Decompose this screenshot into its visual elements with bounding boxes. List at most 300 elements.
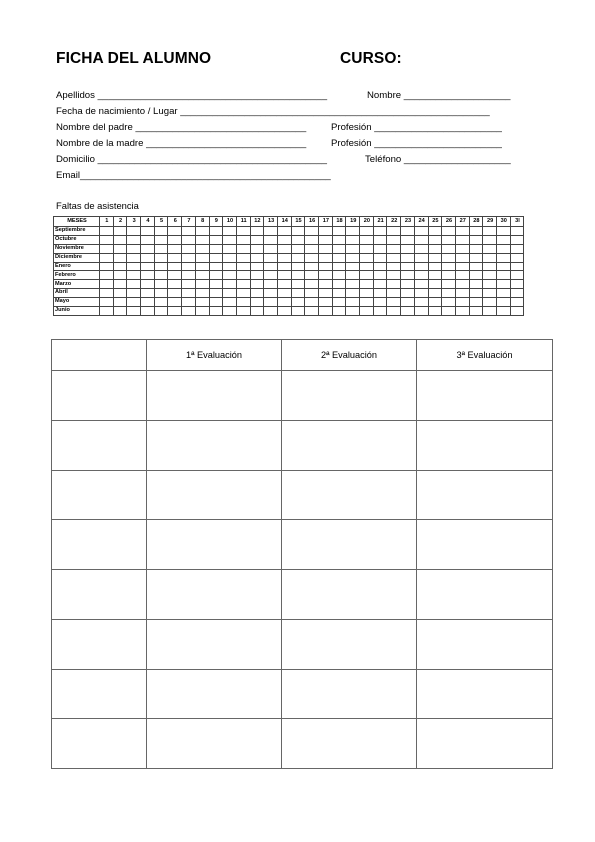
attendance-cell[interactable]	[360, 253, 374, 262]
evaluation-grade-cell[interactable]	[282, 669, 417, 719]
attendance-cell[interactable]	[428, 262, 442, 271]
attendance-cell[interactable]	[346, 235, 360, 244]
attendance-cell[interactable]	[387, 253, 401, 262]
attendance-cell[interactable]	[100, 307, 114, 316]
mother-profession-field[interactable]: Profesión ________________________	[331, 138, 503, 149]
attendance-cell[interactable]	[387, 235, 401, 244]
attendance-cell[interactable]	[182, 280, 196, 289]
attendance-cell[interactable]	[182, 289, 196, 298]
attendance-cell[interactable]	[496, 227, 510, 236]
attendance-cell[interactable]	[154, 280, 168, 289]
attendance-cell[interactable]	[442, 235, 456, 244]
evaluation-grade-cell[interactable]	[417, 669, 553, 719]
attendance-cell[interactable]	[113, 280, 127, 289]
attendance-cell[interactable]	[195, 307, 209, 316]
attendance-cell[interactable]	[455, 280, 469, 289]
attendance-cell[interactable]	[141, 307, 155, 316]
attendance-cell[interactable]	[209, 262, 223, 271]
attendance-cell[interactable]	[442, 271, 456, 280]
attendance-cell[interactable]	[332, 262, 346, 271]
mother-name-field[interactable]: Nombre de la madre ______________________________	[56, 138, 307, 149]
attendance-cell[interactable]	[168, 298, 182, 307]
attendance-cell[interactable]	[360, 307, 374, 316]
attendance-cell[interactable]	[223, 307, 237, 316]
attendance-cell[interactable]	[264, 227, 278, 236]
attendance-cell[interactable]	[387, 271, 401, 280]
attendance-cell[interactable]	[291, 307, 305, 316]
attendance-cell[interactable]	[483, 244, 497, 253]
phone-field[interactable]: Teléfono ____________________	[365, 154, 511, 165]
attendance-cell[interactable]	[195, 298, 209, 307]
attendance-cell[interactable]	[496, 253, 510, 262]
attendance-cell[interactable]	[483, 253, 497, 262]
attendance-cell[interactable]	[346, 253, 360, 262]
attendance-cell[interactable]	[401, 280, 415, 289]
father-name-field[interactable]: Nombre del padre ________________________________	[56, 122, 307, 133]
evaluation-grade-cell[interactable]	[147, 371, 282, 421]
attendance-cell[interactable]	[305, 307, 319, 316]
attendance-cell[interactable]	[319, 262, 333, 271]
evaluation-grade-cell[interactable]	[417, 619, 553, 669]
attendance-cell[interactable]	[113, 289, 127, 298]
attendance-cell[interactable]	[100, 227, 114, 236]
attendance-cell[interactable]	[414, 280, 428, 289]
attendance-cell[interactable]	[414, 253, 428, 262]
attendance-cell[interactable]	[182, 298, 196, 307]
attendance-cell[interactable]	[332, 227, 346, 236]
attendance-cell[interactable]	[455, 227, 469, 236]
attendance-cell[interactable]	[346, 244, 360, 253]
attendance-cell[interactable]	[469, 280, 483, 289]
attendance-cell[interactable]	[154, 253, 168, 262]
attendance-cell[interactable]	[332, 298, 346, 307]
attendance-cell[interactable]	[414, 244, 428, 253]
evaluation-grade-cell[interactable]	[417, 719, 553, 769]
evaluation-grade-cell[interactable]	[282, 371, 417, 421]
attendance-cell[interactable]	[414, 298, 428, 307]
attendance-cell[interactable]	[414, 307, 428, 316]
attendance-cell[interactable]	[264, 244, 278, 253]
attendance-cell[interactable]	[401, 271, 415, 280]
attendance-cell[interactable]	[127, 262, 141, 271]
attendance-cell[interactable]	[223, 235, 237, 244]
attendance-cell[interactable]	[387, 244, 401, 253]
attendance-cell[interactable]	[496, 298, 510, 307]
attendance-cell[interactable]	[401, 244, 415, 253]
attendance-cell[interactable]	[209, 280, 223, 289]
evaluation-subject-cell[interactable]	[52, 570, 147, 620]
attendance-cell[interactable]	[373, 253, 387, 262]
attendance-cell[interactable]	[236, 307, 250, 316]
attendance-cell[interactable]	[346, 289, 360, 298]
attendance-cell[interactable]	[305, 271, 319, 280]
attendance-cell[interactable]	[100, 253, 114, 262]
attendance-cell[interactable]	[469, 235, 483, 244]
attendance-cell[interactable]	[100, 298, 114, 307]
attendance-cell[interactable]	[346, 227, 360, 236]
attendance-cell[interactable]	[250, 244, 264, 253]
attendance-cell[interactable]	[182, 262, 196, 271]
attendance-cell[interactable]	[236, 235, 250, 244]
attendance-cell[interactable]	[332, 280, 346, 289]
attendance-cell[interactable]	[236, 280, 250, 289]
attendance-cell[interactable]	[100, 262, 114, 271]
attendance-cell[interactable]	[264, 307, 278, 316]
attendance-cell[interactable]	[168, 280, 182, 289]
evaluation-grade-cell[interactable]	[282, 420, 417, 470]
attendance-cell[interactable]	[291, 244, 305, 253]
attendance-cell[interactable]	[319, 289, 333, 298]
attendance-cell[interactable]	[141, 253, 155, 262]
attendance-cell[interactable]	[360, 227, 374, 236]
attendance-cell[interactable]	[209, 298, 223, 307]
attendance-cell[interactable]	[195, 227, 209, 236]
attendance-cell[interactable]	[496, 307, 510, 316]
evaluation-subject-cell[interactable]	[52, 470, 147, 520]
attendance-cell[interactable]	[442, 253, 456, 262]
attendance-cell[interactable]	[168, 262, 182, 271]
father-profession-field[interactable]: Profesión ________________________	[331, 122, 503, 133]
email-field[interactable]: Email_______________________________________________	[56, 170, 331, 181]
attendance-cell[interactable]	[168, 307, 182, 316]
attendance-cell[interactable]	[305, 227, 319, 236]
attendance-cell[interactable]	[373, 289, 387, 298]
attendance-cell[interactable]	[223, 298, 237, 307]
attendance-cell[interactable]	[264, 235, 278, 244]
attendance-cell[interactable]	[127, 227, 141, 236]
evaluation-grade-cell[interactable]	[282, 619, 417, 669]
attendance-cell[interactable]	[127, 289, 141, 298]
surname-field[interactable]: Apellidos ___________________________________________	[56, 90, 328, 101]
evaluation-subject-cell[interactable]	[52, 669, 147, 719]
attendance-cell[interactable]	[291, 235, 305, 244]
attendance-cell[interactable]	[168, 253, 182, 262]
attendance-cell[interactable]	[154, 227, 168, 236]
attendance-cell[interactable]	[319, 253, 333, 262]
attendance-cell[interactable]	[236, 271, 250, 280]
name-field[interactable]: Nombre ____________________	[367, 90, 511, 101]
attendance-cell[interactable]	[141, 271, 155, 280]
attendance-cell[interactable]	[113, 235, 127, 244]
attendance-cell[interactable]	[373, 244, 387, 253]
attendance-cell[interactable]	[373, 271, 387, 280]
attendance-cell[interactable]	[469, 227, 483, 236]
attendance-cell[interactable]	[277, 235, 291, 244]
attendance-cell[interactable]	[401, 289, 415, 298]
attendance-cell[interactable]	[442, 227, 456, 236]
attendance-cell[interactable]	[182, 244, 196, 253]
attendance-cell[interactable]	[236, 298, 250, 307]
attendance-cell[interactable]	[113, 298, 127, 307]
attendance-cell[interactable]	[209, 235, 223, 244]
evaluation-subject-cell[interactable]	[52, 719, 147, 769]
attendance-cell[interactable]	[182, 271, 196, 280]
attendance-cell[interactable]	[264, 298, 278, 307]
attendance-cell[interactable]	[291, 289, 305, 298]
attendance-cell[interactable]	[455, 253, 469, 262]
attendance-cell[interactable]	[209, 253, 223, 262]
attendance-cell[interactable]	[455, 289, 469, 298]
attendance-cell[interactable]	[332, 271, 346, 280]
attendance-cell[interactable]	[510, 244, 524, 253]
attendance-cell[interactable]	[319, 244, 333, 253]
attendance-cell[interactable]	[100, 289, 114, 298]
attendance-cell[interactable]	[113, 307, 127, 316]
attendance-cell[interactable]	[127, 298, 141, 307]
attendance-cell[interactable]	[442, 262, 456, 271]
attendance-cell[interactable]	[195, 235, 209, 244]
evaluation-subject-cell[interactable]	[52, 420, 147, 470]
attendance-cell[interactable]	[483, 227, 497, 236]
attendance-cell[interactable]	[428, 244, 442, 253]
attendance-cell[interactable]	[414, 271, 428, 280]
attendance-cell[interactable]	[127, 271, 141, 280]
attendance-cell[interactable]	[360, 244, 374, 253]
attendance-cell[interactable]	[168, 244, 182, 253]
attendance-cell[interactable]	[496, 280, 510, 289]
attendance-cell[interactable]	[483, 289, 497, 298]
evaluation-grade-cell[interactable]	[417, 570, 553, 620]
attendance-cell[interactable]	[469, 298, 483, 307]
attendance-cell[interactable]	[428, 298, 442, 307]
evaluation-grade-cell[interactable]	[417, 371, 553, 421]
attendance-cell[interactable]	[442, 244, 456, 253]
attendance-cell[interactable]	[195, 280, 209, 289]
evaluation-grade-cell[interactable]	[282, 570, 417, 620]
attendance-cell[interactable]	[360, 235, 374, 244]
attendance-cell[interactable]	[428, 235, 442, 244]
attendance-cell[interactable]	[510, 298, 524, 307]
attendance-cell[interactable]	[277, 227, 291, 236]
attendance-cell[interactable]	[305, 262, 319, 271]
attendance-cell[interactable]	[250, 280, 264, 289]
attendance-cell[interactable]	[277, 298, 291, 307]
attendance-cell[interactable]	[360, 289, 374, 298]
attendance-cell[interactable]	[113, 253, 127, 262]
attendance-cell[interactable]	[428, 280, 442, 289]
attendance-cell[interactable]	[236, 289, 250, 298]
attendance-cell[interactable]	[319, 235, 333, 244]
attendance-cell[interactable]	[100, 271, 114, 280]
attendance-cell[interactable]	[319, 298, 333, 307]
evaluation-grade-cell[interactable]	[417, 420, 553, 470]
attendance-cell[interactable]	[305, 289, 319, 298]
attendance-cell[interactable]	[277, 253, 291, 262]
attendance-cell[interactable]	[236, 253, 250, 262]
attendance-cell[interactable]	[360, 271, 374, 280]
evaluation-subject-cell[interactable]	[52, 371, 147, 421]
attendance-cell[interactable]	[469, 262, 483, 271]
attendance-cell[interactable]	[141, 244, 155, 253]
attendance-cell[interactable]	[141, 235, 155, 244]
attendance-cell[interactable]	[305, 280, 319, 289]
attendance-cell[interactable]	[373, 262, 387, 271]
attendance-cell[interactable]	[250, 262, 264, 271]
attendance-cell[interactable]	[332, 307, 346, 316]
attendance-cell[interactable]	[469, 244, 483, 253]
attendance-cell[interactable]	[332, 244, 346, 253]
attendance-cell[interactable]	[428, 289, 442, 298]
attendance-cell[interactable]	[455, 271, 469, 280]
attendance-cell[interactable]	[442, 298, 456, 307]
attendance-cell[interactable]	[250, 227, 264, 236]
attendance-cell[interactable]	[277, 289, 291, 298]
attendance-cell[interactable]	[141, 280, 155, 289]
attendance-cell[interactable]	[332, 289, 346, 298]
evaluation-grade-cell[interactable]	[147, 669, 282, 719]
attendance-cell[interactable]	[414, 227, 428, 236]
attendance-cell[interactable]	[291, 253, 305, 262]
attendance-cell[interactable]	[469, 253, 483, 262]
attendance-cell[interactable]	[496, 289, 510, 298]
attendance-cell[interactable]	[346, 307, 360, 316]
attendance-cell[interactable]	[182, 253, 196, 262]
attendance-cell[interactable]	[483, 280, 497, 289]
attendance-cell[interactable]	[277, 280, 291, 289]
attendance-cell[interactable]	[305, 253, 319, 262]
attendance-cell[interactable]	[195, 289, 209, 298]
attendance-cell[interactable]	[387, 280, 401, 289]
attendance-cell[interactable]	[291, 227, 305, 236]
attendance-cell[interactable]	[428, 253, 442, 262]
attendance-cell[interactable]	[250, 271, 264, 280]
attendance-cell[interactable]	[483, 307, 497, 316]
attendance-cell[interactable]	[346, 271, 360, 280]
attendance-cell[interactable]	[154, 289, 168, 298]
attendance-cell[interactable]	[182, 235, 196, 244]
attendance-cell[interactable]	[113, 271, 127, 280]
attendance-cell[interactable]	[141, 227, 155, 236]
attendance-cell[interactable]	[291, 271, 305, 280]
evaluation-grade-cell[interactable]	[282, 470, 417, 520]
attendance-cell[interactable]	[209, 244, 223, 253]
attendance-cell[interactable]	[483, 298, 497, 307]
attendance-cell[interactable]	[195, 271, 209, 280]
evaluation-grade-cell[interactable]	[147, 520, 282, 570]
attendance-cell[interactable]	[195, 262, 209, 271]
attendance-cell[interactable]	[141, 289, 155, 298]
attendance-cell[interactable]	[223, 253, 237, 262]
attendance-cell[interactable]	[387, 262, 401, 271]
attendance-cell[interactable]	[346, 262, 360, 271]
attendance-cell[interactable]	[387, 298, 401, 307]
evaluation-grade-cell[interactable]	[147, 719, 282, 769]
attendance-cell[interactable]	[264, 280, 278, 289]
attendance-cell[interactable]	[496, 262, 510, 271]
evaluation-grade-cell[interactable]	[282, 520, 417, 570]
attendance-cell[interactable]	[401, 307, 415, 316]
attendance-cell[interactable]	[277, 262, 291, 271]
attendance-cell[interactable]	[223, 271, 237, 280]
evaluation-grade-cell[interactable]	[147, 570, 282, 620]
attendance-cell[interactable]	[510, 280, 524, 289]
attendance-cell[interactable]	[455, 307, 469, 316]
attendance-cell[interactable]	[154, 244, 168, 253]
attendance-cell[interactable]	[236, 227, 250, 236]
attendance-cell[interactable]	[469, 271, 483, 280]
attendance-cell[interactable]	[510, 289, 524, 298]
attendance-cell[interactable]	[100, 244, 114, 253]
attendance-cell[interactable]	[414, 235, 428, 244]
attendance-cell[interactable]	[319, 280, 333, 289]
attendance-cell[interactable]	[277, 244, 291, 253]
attendance-cell[interactable]	[373, 307, 387, 316]
attendance-cell[interactable]	[154, 262, 168, 271]
attendance-cell[interactable]	[510, 253, 524, 262]
attendance-cell[interactable]	[209, 271, 223, 280]
attendance-cell[interactable]	[264, 271, 278, 280]
attendance-cell[interactable]	[277, 271, 291, 280]
attendance-cell[interactable]	[264, 253, 278, 262]
evaluation-grade-cell[interactable]	[417, 520, 553, 570]
attendance-cell[interactable]	[442, 280, 456, 289]
evaluation-grade-cell[interactable]	[147, 619, 282, 669]
attendance-cell[interactable]	[332, 253, 346, 262]
attendance-cell[interactable]	[332, 235, 346, 244]
attendance-cell[interactable]	[250, 307, 264, 316]
attendance-cell[interactable]	[250, 235, 264, 244]
attendance-cell[interactable]	[346, 298, 360, 307]
attendance-cell[interactable]	[291, 280, 305, 289]
attendance-cell[interactable]	[483, 271, 497, 280]
attendance-cell[interactable]	[223, 262, 237, 271]
attendance-cell[interactable]	[510, 227, 524, 236]
attendance-cell[interactable]	[209, 307, 223, 316]
attendance-cell[interactable]	[483, 262, 497, 271]
attendance-cell[interactable]	[510, 262, 524, 271]
attendance-cell[interactable]	[373, 235, 387, 244]
birth-date-place-field[interactable]: Fecha de nacimiento / Lugar __________________________________________________________	[56, 106, 490, 117]
attendance-cell[interactable]	[360, 262, 374, 271]
attendance-cell[interactable]	[305, 298, 319, 307]
attendance-cell[interactable]	[100, 280, 114, 289]
attendance-cell[interactable]	[195, 244, 209, 253]
attendance-cell[interactable]	[428, 271, 442, 280]
attendance-cell[interactable]	[113, 227, 127, 236]
attendance-cell[interactable]	[373, 298, 387, 307]
attendance-cell[interactable]	[250, 289, 264, 298]
attendance-cell[interactable]	[373, 280, 387, 289]
attendance-cell[interactable]	[264, 262, 278, 271]
attendance-cell[interactable]	[127, 235, 141, 244]
attendance-cell[interactable]	[455, 262, 469, 271]
evaluation-subject-cell[interactable]	[52, 520, 147, 570]
attendance-cell[interactable]	[168, 271, 182, 280]
attendance-cell[interactable]	[496, 244, 510, 253]
attendance-cell[interactable]	[360, 298, 374, 307]
attendance-cell[interactable]	[360, 280, 374, 289]
attendance-cell[interactable]	[291, 298, 305, 307]
attendance-cell[interactable]	[141, 298, 155, 307]
attendance-cell[interactable]	[264, 289, 278, 298]
attendance-cell[interactable]	[496, 271, 510, 280]
attendance-cell[interactable]	[127, 280, 141, 289]
attendance-cell[interactable]	[469, 307, 483, 316]
attendance-cell[interactable]	[291, 262, 305, 271]
attendance-cell[interactable]	[250, 298, 264, 307]
attendance-cell[interactable]	[113, 262, 127, 271]
attendance-cell[interactable]	[305, 244, 319, 253]
attendance-cell[interactable]	[154, 271, 168, 280]
attendance-cell[interactable]	[319, 271, 333, 280]
evaluation-grade-cell[interactable]	[147, 470, 282, 520]
attendance-cell[interactable]	[428, 227, 442, 236]
attendance-cell[interactable]	[168, 235, 182, 244]
attendance-cell[interactable]	[127, 253, 141, 262]
attendance-cell[interactable]	[455, 298, 469, 307]
attendance-cell[interactable]	[250, 253, 264, 262]
attendance-cell[interactable]	[168, 289, 182, 298]
